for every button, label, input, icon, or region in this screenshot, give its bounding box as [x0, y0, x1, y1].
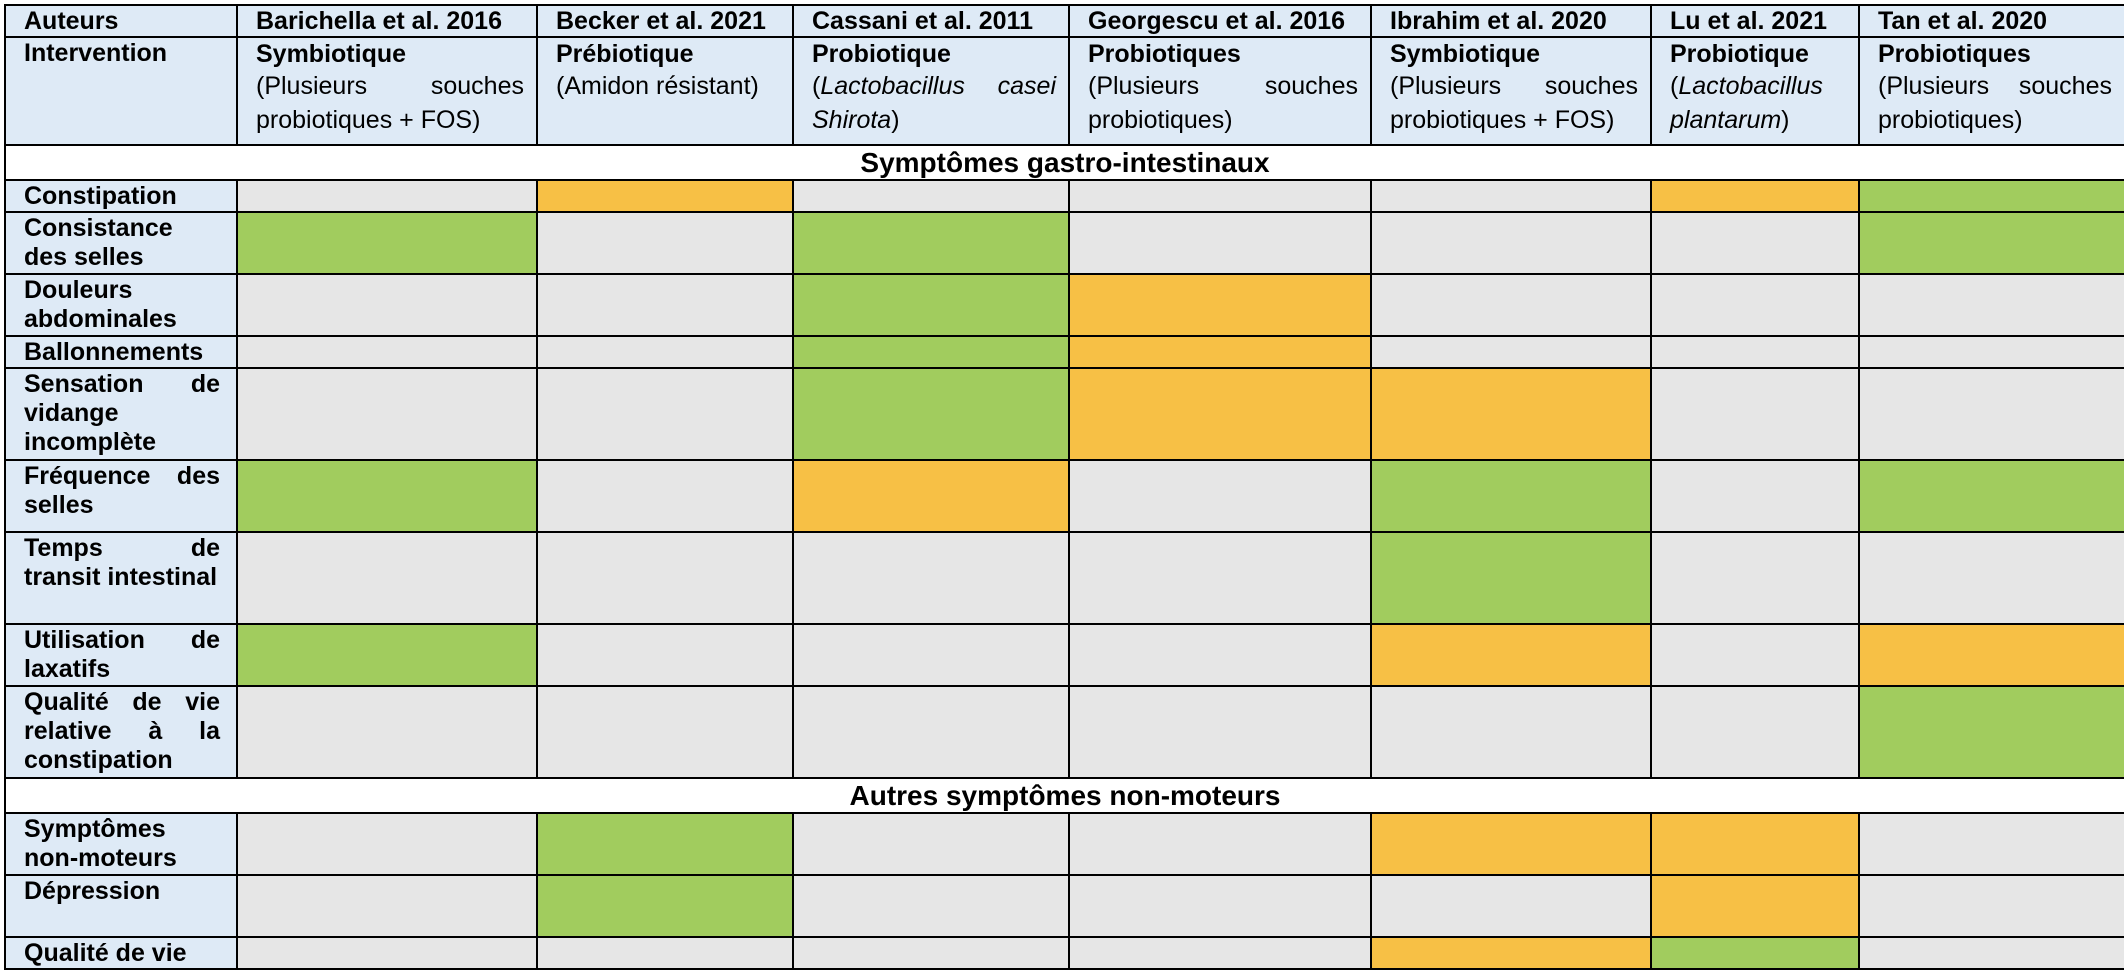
- result-cell-grey: [1859, 813, 2124, 875]
- intervention-type: Prébiotique: [556, 40, 694, 68]
- result-cell-grey: [1069, 624, 1371, 686]
- outcome-label: Qualité de vie relative à la constipation: [5, 686, 237, 778]
- outcome-row: [5, 875, 2124, 937]
- result-cell-orange: [1651, 180, 1859, 212]
- intervention-description-part: ): [891, 106, 900, 134]
- result-cell-grey: [537, 937, 793, 969]
- result-cell-grey: [793, 686, 1069, 778]
- result-cell-grey: [537, 624, 793, 686]
- study-author: Tan et al. 2020: [1859, 5, 2124, 37]
- result-cell-orange: [1069, 336, 1371, 368]
- study-intervention: [1651, 37, 1859, 145]
- result-cell-grey: [537, 532, 793, 624]
- result-cell-grey: [1859, 937, 2124, 969]
- result-cell-orange: [1069, 274, 1371, 336]
- section-row: [5, 778, 2124, 813]
- result-cell-green: [237, 212, 537, 274]
- result-cell-green: [537, 813, 793, 875]
- result-cell-grey: [537, 368, 793, 460]
- result-cell-grey: [1859, 336, 2124, 368]
- result-cell-green: [793, 212, 1069, 274]
- study-author: Becker et al. 2021: [537, 5, 793, 37]
- result-cell-orange: [1371, 368, 1651, 460]
- intervention-type: Probiotiques: [1878, 40, 2031, 68]
- result-cell-grey: [1371, 212, 1651, 274]
- result-cell-grey: [1859, 532, 2124, 624]
- intervention-type: Probiotique: [812, 40, 951, 68]
- result-cell-green: [1651, 937, 1859, 969]
- intervention-description-part: (Plusieurs souches probiotiques + FOS): [256, 72, 524, 134]
- result-cell-grey: [793, 937, 1069, 969]
- result-cell-grey: [793, 875, 1069, 937]
- result-cell-green: [1859, 180, 2124, 212]
- outcome-label: Ballonnements: [5, 336, 237, 368]
- study-author: Lu et al. 2021: [1651, 5, 1859, 37]
- result-cell-grey: [237, 937, 537, 969]
- intervention-description-part: Lactobacillus plantarum: [1670, 72, 1823, 134]
- result-cell-grey: [237, 180, 537, 212]
- outcome-label: Sensation de vidange incomplète: [5, 368, 237, 460]
- intervention-type: Probiotique: [1670, 40, 1809, 68]
- outcome-label: Dépression: [5, 875, 237, 937]
- result-cell-orange: [1371, 813, 1651, 875]
- result-cell-green: [793, 368, 1069, 460]
- outcome-row: [5, 212, 2124, 274]
- outcome-label: Temps de transit intestinal: [5, 532, 237, 624]
- result-cell-green: [793, 336, 1069, 368]
- result-cell-grey: [1069, 875, 1371, 937]
- intervention-description-part: (Plusieurs souches probiotiques + FOS): [1390, 72, 1638, 134]
- result-cell-green: [537, 875, 793, 937]
- intervention-description-part: (: [812, 72, 821, 100]
- result-cell-grey: [1651, 274, 1859, 336]
- study-intervention: [1859, 37, 2124, 145]
- result-cell-grey: [1069, 937, 1371, 969]
- result-cell-orange: [1651, 813, 1859, 875]
- result-cell-orange: [793, 460, 1069, 532]
- results-table: [4, 4, 2124, 970]
- result-cell-grey: [1069, 460, 1371, 532]
- result-cell-grey: [237, 274, 537, 336]
- outcome-row: [5, 274, 2124, 336]
- result-cell-grey: [1069, 813, 1371, 875]
- result-cell-grey: [537, 274, 793, 336]
- intervention-description-part: ): [1781, 106, 1790, 134]
- intervention-description-part: (Amidon résistant): [556, 72, 759, 100]
- result-cell-grey: [1651, 368, 1859, 460]
- outcome-label: Constipation: [5, 180, 237, 212]
- study-intervention: [237, 37, 537, 145]
- intervention-description: [1670, 69, 1846, 137]
- intervention-description: [812, 69, 1056, 137]
- intervention-row: [5, 37, 2124, 145]
- outcome-row: [5, 937, 2124, 969]
- result-cell-grey: [1069, 212, 1371, 274]
- result-cell-orange: [1069, 368, 1371, 460]
- result-cell-grey: [1859, 274, 2124, 336]
- intervention-description: [256, 69, 524, 137]
- intervention-description-part: (Plusieurs souches probiotiques): [1088, 72, 1358, 134]
- intervention-description-part: Lactobacillus casei Shirota: [812, 72, 1056, 134]
- result-cell-grey: [1651, 624, 1859, 686]
- study-author: Ibrahim et al. 2020: [1371, 5, 1651, 37]
- result-cell-orange: [1859, 624, 2124, 686]
- outcome-row: [5, 336, 2124, 368]
- outcome-row: [5, 368, 2124, 460]
- result-cell-green: [1371, 532, 1651, 624]
- result-cell-grey: [237, 813, 537, 875]
- outcome-label: Fréquence des selles: [5, 460, 237, 532]
- result-cell-grey: [237, 532, 537, 624]
- result-cell-orange: [537, 180, 793, 212]
- intervention-description: [1088, 69, 1358, 137]
- section-row: [5, 145, 2124, 180]
- result-cell-grey: [793, 624, 1069, 686]
- study-intervention: [537, 37, 793, 145]
- result-cell-grey: [793, 180, 1069, 212]
- study-author: Cassani et al. 2011: [793, 5, 1069, 37]
- result-cell-grey: [1371, 274, 1651, 336]
- outcome-row: [5, 686, 2124, 778]
- result-cell-grey: [1651, 532, 1859, 624]
- intervention-description-part: (: [1670, 72, 1679, 100]
- authors-label: Auteurs: [5, 5, 237, 37]
- result-cell-grey: [537, 686, 793, 778]
- result-cell-grey: [237, 686, 537, 778]
- result-cell-grey: [1069, 180, 1371, 212]
- intervention-label: Intervention: [5, 37, 237, 145]
- outcome-row: [5, 813, 2124, 875]
- result-cell-orange: [1371, 937, 1651, 969]
- outcome-label: Qualité de vie: [5, 937, 237, 969]
- result-cell-grey: [1651, 336, 1859, 368]
- outcome-row: [5, 180, 2124, 212]
- study-intervention: [793, 37, 1069, 145]
- result-cell-grey: [793, 813, 1069, 875]
- intervention-type: Symbiotique: [1390, 40, 1541, 68]
- study-intervention: [1069, 37, 1371, 145]
- result-cell-grey: [537, 460, 793, 532]
- result-cell-grey: [1651, 212, 1859, 274]
- outcome-row: [5, 460, 2124, 532]
- result-cell-grey: [1371, 875, 1651, 937]
- result-cell-grey: [237, 368, 537, 460]
- outcome-row: [5, 624, 2124, 686]
- result-cell-green: [237, 624, 537, 686]
- outcome-label: Utilisation de laxatifs: [5, 624, 237, 686]
- result-cell-green: [237, 460, 537, 532]
- result-cell-grey: [1069, 686, 1371, 778]
- result-cell-grey: [237, 875, 537, 937]
- outcome-label: Symptômes non-moteurs: [5, 813, 237, 875]
- intervention-description: [1878, 69, 2112, 137]
- intervention-description-part: (Plusieurs souches probiotiques): [1878, 72, 2112, 134]
- result-cell-grey: [1651, 686, 1859, 778]
- study-author: Barichella et al. 2016: [237, 5, 537, 37]
- result-cell-grey: [793, 532, 1069, 624]
- outcome-label: Consistance des selles: [5, 212, 237, 274]
- result-cell-green: [1859, 460, 2124, 532]
- section-title: Symptômes gastro-intestinaux: [5, 145, 2124, 180]
- intervention-type: Probiotiques: [1088, 40, 1241, 68]
- result-cell-green: [1859, 686, 2124, 778]
- intervention-description: [1390, 69, 1638, 137]
- authors-row: [5, 5, 2124, 37]
- result-cell-green: [1371, 460, 1651, 532]
- section-title: Autres symptômes non-moteurs: [5, 778, 2124, 813]
- study-intervention: [1371, 37, 1651, 145]
- outcome-row: [5, 532, 2124, 624]
- outcome-label: Douleurs abdominales: [5, 274, 237, 336]
- result-cell-grey: [1069, 532, 1371, 624]
- result-cell-grey: [1371, 686, 1651, 778]
- result-cell-grey: [1859, 875, 2124, 937]
- study-author: Georgescu et al. 2016: [1069, 5, 1371, 37]
- result-cell-grey: [237, 336, 537, 368]
- result-cell-grey: [537, 212, 793, 274]
- result-cell-grey: [1371, 180, 1651, 212]
- result-cell-grey: [1371, 336, 1651, 368]
- result-cell-grey: [1859, 368, 2124, 460]
- result-cell-green: [793, 274, 1069, 336]
- result-cell-grey: [1651, 460, 1859, 532]
- intervention-type: Symbiotique: [256, 40, 407, 68]
- result-cell-orange: [1651, 875, 1859, 937]
- result-cell-grey: [537, 336, 793, 368]
- result-cell-orange: [1371, 624, 1651, 686]
- intervention-description: [556, 69, 780, 103]
- result-cell-green: [1859, 212, 2124, 274]
